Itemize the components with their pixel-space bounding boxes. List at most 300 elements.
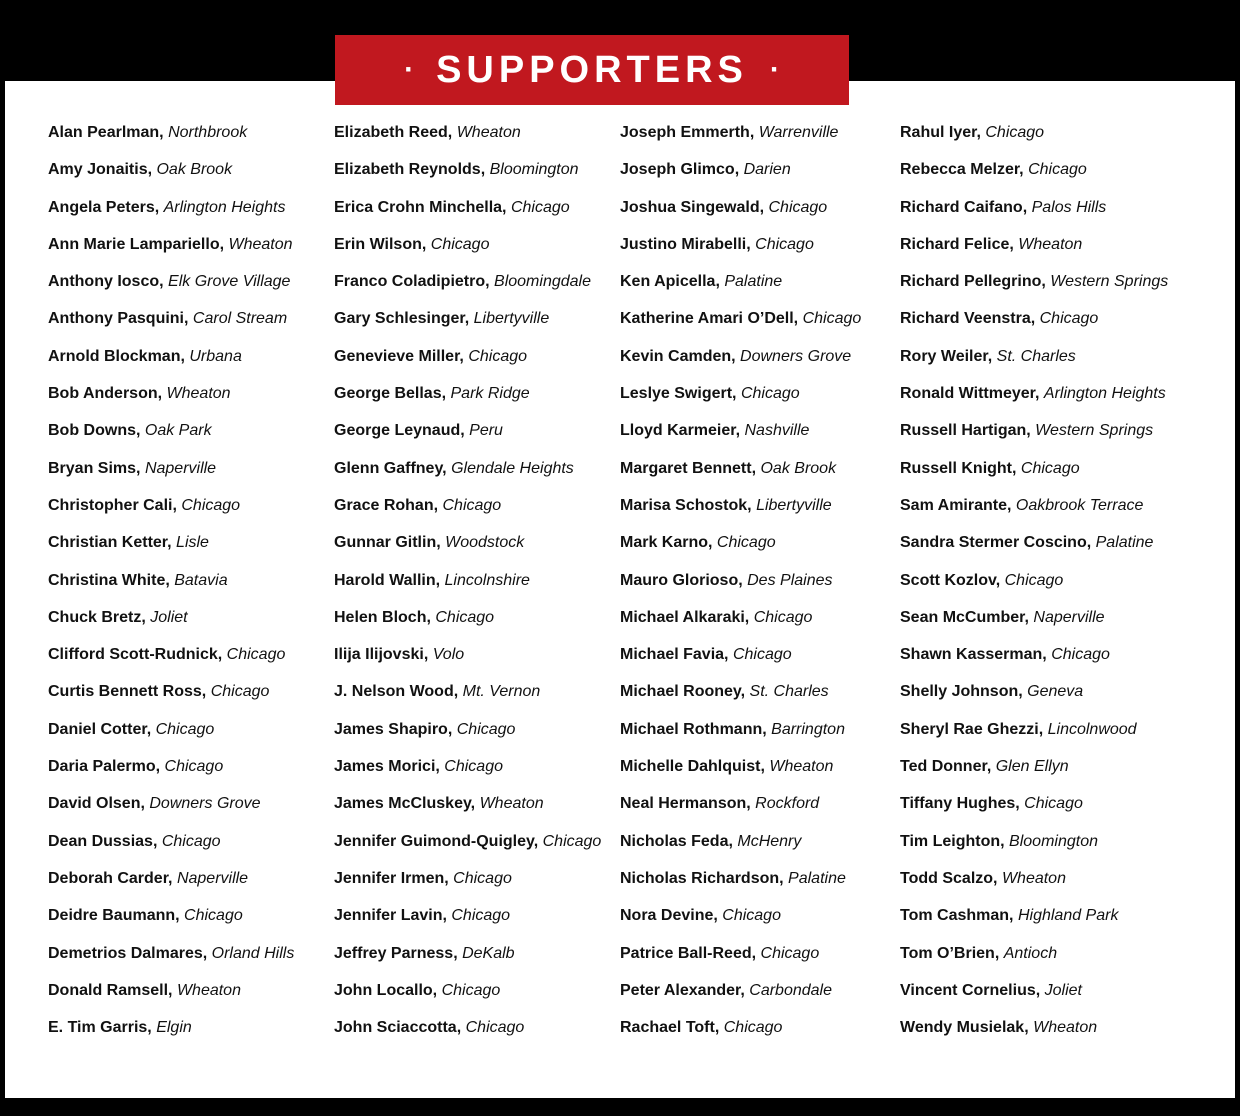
supporter-entry xyxy=(900,905,1168,942)
supporter-city: Geneva xyxy=(1027,683,1084,701)
supporter-entry xyxy=(900,458,1168,495)
supporter-entry xyxy=(620,308,861,345)
supporter-city: Chicago xyxy=(753,608,813,626)
supporter-name: Jeffrey Parness, xyxy=(334,944,458,962)
supporter-name: Wendy Musielak, xyxy=(900,1019,1029,1037)
supporter-city: Chicago xyxy=(542,832,602,850)
supporter-entry xyxy=(620,346,861,383)
supporter-name: Demetrios Dalmares, xyxy=(48,944,208,962)
supporter-entry xyxy=(620,719,861,756)
supporter-city: Oak Park xyxy=(144,422,212,440)
supporter-entry xyxy=(334,346,601,383)
supporter-city: Naperville xyxy=(1033,608,1105,626)
supporter-entry xyxy=(900,271,1168,308)
supporter-name: Arnold Blockman, xyxy=(48,347,185,365)
supporter-city: Rockford xyxy=(755,795,820,813)
supporter-city: Oak Brook xyxy=(156,161,233,179)
supporter-city: Peru xyxy=(469,422,503,440)
supporter-name: Jennifer Lavin, xyxy=(334,907,447,925)
supporter-entry xyxy=(620,570,861,607)
supporter-entry xyxy=(48,607,294,644)
supporter-entry xyxy=(620,1017,861,1054)
supporter-name: Sean McCumber, xyxy=(900,608,1029,626)
supporter-name: Erica Crohn Minchella, xyxy=(334,198,507,216)
supporter-name: Franco Coladipietro, xyxy=(334,273,490,291)
supporter-city: Chicago xyxy=(451,907,511,925)
supporter-city: Chicago xyxy=(1020,459,1080,477)
supporter-name: Kevin Camden, xyxy=(620,347,736,365)
supporter-entry xyxy=(620,234,861,271)
supporter-entry xyxy=(900,793,1168,830)
supporter-entry xyxy=(334,271,601,308)
supporter-city: Highland Park xyxy=(1017,907,1119,925)
supporter-city: Chicago xyxy=(441,981,501,999)
supporter-name: Ken Apicella, xyxy=(620,273,720,291)
supporter-city: Glendale Heights xyxy=(451,459,574,477)
supporter-name: James Shapiro, xyxy=(334,720,453,738)
supporter-name: David Olsen, xyxy=(48,795,145,813)
supporter-entry xyxy=(334,1017,601,1054)
supporter-name: Sheryl Rae Ghezzi, xyxy=(900,720,1044,738)
supporter-name: Rebecca Melzer, xyxy=(900,161,1024,179)
supporter-city: Chicago xyxy=(184,907,243,925)
supporter-city: Chicago xyxy=(1004,571,1064,589)
supporter-name: Michelle Dahlquist, xyxy=(620,758,765,776)
supporter-city: Chicago xyxy=(722,907,781,925)
supporter-name: Gunnar Gitlin, xyxy=(334,534,441,552)
supporter-entry xyxy=(900,831,1168,868)
supporter-city: McHenry xyxy=(737,832,802,850)
supporter-name: John Locallo, xyxy=(334,981,438,999)
supporter-city: Chicago xyxy=(444,758,503,776)
supporter-city: Orland Hills xyxy=(211,944,295,962)
supporter-city: Chicago xyxy=(155,720,215,738)
supporter-name: Margaret Bennett, xyxy=(620,459,757,477)
supporter-city: Chicago xyxy=(723,1019,783,1037)
supporter-entry xyxy=(900,943,1168,980)
supporters-column-3 xyxy=(620,122,861,1054)
supporter-name: Jennifer Irmen, xyxy=(334,869,449,887)
supporter-entry xyxy=(48,234,294,271)
supporter-name: Glenn Gaffney, xyxy=(334,459,447,477)
supporter-name: Ann Marie Lampariello, xyxy=(48,235,225,253)
supporters-banner xyxy=(335,35,849,105)
supporter-city: Palos Hills xyxy=(1031,198,1107,216)
supporter-city: Chicago xyxy=(430,235,490,253)
supporter-city: Downers Grove xyxy=(149,795,261,813)
supporter-city: Palatine xyxy=(724,273,783,291)
supporter-entry xyxy=(620,495,861,532)
supporter-entry xyxy=(48,1017,294,1054)
supporter-city: DeKalb xyxy=(462,944,515,962)
supporter-entry xyxy=(48,532,294,569)
supporter-entry xyxy=(48,122,294,159)
supporter-entry xyxy=(334,943,601,980)
supporter-name: Genevieve Miller, xyxy=(334,347,464,365)
supporter-city: Chicago xyxy=(456,720,516,738)
supporter-city: Chicago xyxy=(802,310,862,328)
supporter-city: Chicago xyxy=(985,124,1045,141)
supporter-city: Mt. Vernon xyxy=(462,683,541,701)
supporter-city: St. Charles xyxy=(749,683,829,701)
supporter-name: Alan Pearlman, xyxy=(48,124,164,141)
supporter-entry xyxy=(48,793,294,830)
supporter-name: Tom O’Brien, xyxy=(900,944,1000,962)
supporter-name: Dean Dussias, xyxy=(48,832,158,850)
supporter-entry xyxy=(900,122,1168,159)
supporter-name: Marisa Schostok, xyxy=(620,496,752,514)
supporter-entry xyxy=(620,271,861,308)
supporter-entry xyxy=(334,458,601,495)
supporter-name: Amy Jonaitis, xyxy=(48,161,153,179)
supporter-entry xyxy=(334,607,601,644)
supporter-name: Tiffany Hughes, xyxy=(900,795,1020,813)
supporter-entry xyxy=(900,308,1168,345)
supporter-name: Deborah Carder, xyxy=(48,869,173,887)
supporter-city: Wheaton xyxy=(1001,869,1066,887)
supporter-entry xyxy=(48,308,294,345)
supporter-city: Chicago xyxy=(468,347,528,365)
supporter-name: Leslye Swigert, xyxy=(620,385,737,403)
supporter-city: Downers Grove xyxy=(740,347,852,365)
supporter-city: Joliet xyxy=(1044,981,1082,999)
supporter-name: Tim Leighton, xyxy=(900,832,1005,850)
supporter-entry xyxy=(48,943,294,980)
supporter-name: Christian Ketter, xyxy=(48,534,172,552)
supporter-name: Joseph Emmerth, xyxy=(620,124,755,141)
supporter-entry xyxy=(900,681,1168,718)
supporter-city: Chicago xyxy=(716,534,776,552)
supporter-entry xyxy=(334,681,601,718)
supporter-name: Richard Veenstra, xyxy=(900,310,1036,328)
supporter-name: Rahul Iyer, xyxy=(900,124,981,141)
supporter-city: Arlington Heights xyxy=(163,198,286,216)
supporter-name: Todd Scalzo, xyxy=(900,869,998,887)
supporter-entry xyxy=(620,868,861,905)
supporter-name: Lloyd Karmeier, xyxy=(620,422,741,440)
supporter-city: Bloomington xyxy=(1009,832,1098,850)
supporter-entry xyxy=(900,570,1168,607)
supporter-city: Chicago xyxy=(740,385,800,403)
supporter-entry xyxy=(334,197,601,234)
supporter-city: Libertyville xyxy=(756,496,832,514)
supporter-city: Chicago xyxy=(181,496,241,514)
supporter-city: Wheaton xyxy=(456,124,521,141)
supporter-city: Darien xyxy=(743,161,791,179)
supporter-name: Elizabeth Reed, xyxy=(334,124,453,141)
supporter-city: Lisle xyxy=(176,534,209,552)
supporter-entry xyxy=(334,420,601,457)
supporter-entry xyxy=(48,159,294,196)
supporter-city: Glen Ellyn xyxy=(995,758,1069,776)
supporter-city: Naperville xyxy=(176,869,249,887)
supporter-entry xyxy=(620,793,861,830)
supporter-city: Nashville xyxy=(744,422,810,440)
supporter-entry xyxy=(48,831,294,868)
supporter-name: Curtis Bennett Ross, xyxy=(48,683,207,701)
supporter-entry xyxy=(620,159,861,196)
supporter-entry xyxy=(620,943,861,980)
supporter-city: Lincolnwood xyxy=(1047,720,1137,738)
supporter-entry xyxy=(334,570,601,607)
supporter-name: Mark Karno, xyxy=(620,534,713,552)
supporter-name: Nicholas Feda, xyxy=(620,832,733,850)
supporter-entry xyxy=(48,383,294,420)
supporter-entry xyxy=(620,532,861,569)
supporter-name: Daria Palermo, xyxy=(48,758,161,776)
supporter-entry xyxy=(334,495,601,532)
supporter-city: Carol Stream xyxy=(192,310,288,328)
supporter-name: Joseph Glimco, xyxy=(620,161,740,179)
supporter-name: Jennifer Guimond-Quigley, xyxy=(334,832,539,850)
supporter-city: Chicago xyxy=(442,496,502,514)
supporter-name: Bryan Sims, xyxy=(48,459,141,477)
supporter-name: Erin Wilson, xyxy=(334,235,427,253)
supporter-name: Clifford Scott-Rudnick, xyxy=(48,646,223,664)
supporter-name: George Bellas, xyxy=(334,385,447,403)
supporter-entry xyxy=(48,570,294,607)
supporter-name: Russell Hartigan, xyxy=(900,422,1031,440)
supporter-city: Batavia xyxy=(174,571,228,589)
supporter-entry xyxy=(620,980,861,1017)
supporter-name: Russell Knight, xyxy=(900,459,1017,477)
supporter-city: Western Springs xyxy=(1050,273,1169,291)
supporters-column-2 xyxy=(334,122,601,1054)
supporter-city: Palatine xyxy=(788,869,846,887)
supporter-name: Michael Rothmann, xyxy=(620,720,767,738)
supporter-city: Urbana xyxy=(189,347,242,365)
supporter-name: Christina White, xyxy=(48,571,170,589)
supporter-city: Elgin xyxy=(156,1019,192,1037)
supporter-entry xyxy=(620,644,861,681)
supporter-entry xyxy=(48,420,294,457)
supporter-city: Chicago xyxy=(453,869,512,887)
supporter-city: Chicago xyxy=(210,683,270,701)
supporter-name: Bob Anderson, xyxy=(48,385,163,403)
supporter-name: Sandra Stermer Coscino, xyxy=(900,534,1092,552)
supporter-name: Deidre Baumann, xyxy=(48,907,180,925)
supporter-entry xyxy=(900,197,1168,234)
supporter-name: Vincent Cornelius, xyxy=(900,981,1041,999)
supporter-name: Ted Donner, xyxy=(900,758,992,776)
supporter-name: Rachael Toft, xyxy=(620,1019,720,1037)
supporter-city: Chicago xyxy=(161,832,221,850)
supporter-name: Michael Rooney, xyxy=(620,683,746,701)
supporter-entry xyxy=(48,681,294,718)
supporter-city: Wheaton xyxy=(1018,235,1083,253)
supporter-name: Shelly Johnson, xyxy=(900,683,1023,701)
supporter-entry xyxy=(900,420,1168,457)
supporter-entry xyxy=(620,905,861,942)
supporter-city: Chicago xyxy=(435,608,495,626)
supporter-entry xyxy=(48,868,294,905)
supporters-column-4 xyxy=(900,122,1168,1054)
supporter-entry xyxy=(620,197,861,234)
supporter-city: Carbondale xyxy=(749,981,832,999)
supporter-entry xyxy=(900,868,1168,905)
supporter-name: Donald Ramsell, xyxy=(48,981,173,999)
supporter-city: Woodstock xyxy=(445,534,525,552)
supporter-entry xyxy=(334,905,601,942)
supporter-name: James Morici, xyxy=(334,758,440,776)
supporter-entry xyxy=(620,607,861,644)
supporter-city: Elk Grove Village xyxy=(168,273,291,291)
supporter-name: Nicholas Richardson, xyxy=(620,869,784,887)
supporter-city: Chicago xyxy=(732,646,792,664)
supporter-name: George Leynaud, xyxy=(334,422,465,440)
supporter-name: James McCluskey, xyxy=(334,795,476,813)
supporter-city: Bloomington xyxy=(489,161,579,179)
supporter-entry xyxy=(334,532,601,569)
supporter-name: Harold Wallin, xyxy=(334,571,441,589)
supporter-name: Helen Bloch, xyxy=(334,608,431,626)
supporter-entry xyxy=(334,980,601,1017)
supporter-name: Richard Pellegrino, xyxy=(900,273,1046,291)
supporter-entry xyxy=(48,346,294,383)
supporter-city: Oakbrook Terrace xyxy=(1015,496,1144,514)
supporter-city: Libertyville xyxy=(473,310,550,328)
supporter-city: Park Ridge xyxy=(450,385,530,403)
supporter-name: Richard Caifano, xyxy=(900,198,1028,216)
supporter-entry xyxy=(900,980,1168,1017)
supporter-name: Katherine Amari O’Dell, xyxy=(620,310,799,328)
supporter-entry xyxy=(48,458,294,495)
supporter-name: Rory Weiler, xyxy=(900,347,993,365)
supporter-name: Michael Favia, xyxy=(620,646,729,664)
supporter-name: Gary Schlesinger, xyxy=(334,310,470,328)
supporter-entry xyxy=(900,346,1168,383)
supporter-city: Joliet xyxy=(150,608,188,626)
supporter-city: Arlington Heights xyxy=(1043,385,1166,403)
supporter-entry xyxy=(620,681,861,718)
supporter-city: Warrenville xyxy=(758,124,839,141)
supporter-name: Anthony Iosco, xyxy=(48,273,164,291)
supporter-name: Ilija Ilijovski, xyxy=(334,646,429,664)
supporter-entry xyxy=(334,159,601,196)
supporter-entry xyxy=(48,756,294,793)
supporter-name: Anthony Pasquini, xyxy=(48,310,189,328)
supporter-entry xyxy=(334,644,601,681)
supporter-city: Wheaton xyxy=(1033,1019,1098,1037)
supporter-name: Patrice Ball-Reed, xyxy=(620,944,757,962)
supporter-entry xyxy=(48,271,294,308)
supporter-city: Chicago xyxy=(768,198,828,216)
supporter-name: Scott Kozlov, xyxy=(900,571,1001,589)
supporter-city: Oak Brook xyxy=(760,459,837,477)
supporter-name: Christopher Cali, xyxy=(48,496,177,514)
supporter-city: Palatine xyxy=(1095,534,1154,552)
supporter-name: Mauro Glorioso, xyxy=(620,571,743,589)
supporter-name: Michael Alkaraki, xyxy=(620,608,750,626)
supporter-entry xyxy=(620,383,861,420)
supporter-name: Bob Downs, xyxy=(48,422,141,440)
supporter-entry xyxy=(334,719,601,756)
supporter-city: Barrington xyxy=(771,720,845,738)
supporter-name: Grace Rohan, xyxy=(334,496,439,514)
supporters-column-1 xyxy=(48,122,294,1054)
supporter-city: Chicago xyxy=(465,1019,525,1037)
supporter-city: Des Plaines xyxy=(747,571,833,589)
supporter-entry xyxy=(48,644,294,681)
supporter-name: John Sciaccotta, xyxy=(334,1019,462,1037)
supporter-name: Shawn Kasserman, xyxy=(900,646,1047,664)
supporter-entry xyxy=(900,532,1168,569)
supporter-name: J. Nelson Wood, xyxy=(334,683,459,701)
supporter-entry xyxy=(620,458,861,495)
supporter-name: Angela Peters, xyxy=(48,198,160,216)
supporter-city: Chicago xyxy=(164,758,224,776)
supporter-name: Joshua Singewald, xyxy=(620,198,765,216)
supporter-entry xyxy=(900,644,1168,681)
supporter-entry xyxy=(900,607,1168,644)
supporter-entry xyxy=(48,980,294,1017)
supporter-city: Wheaton xyxy=(228,235,293,253)
supporter-entry xyxy=(334,831,601,868)
supporter-entry xyxy=(620,756,861,793)
supporter-city: Chicago xyxy=(1051,646,1110,664)
supporter-name: Ronald Wittmeyer, xyxy=(900,385,1040,403)
supporter-city: Wheaton xyxy=(166,385,231,403)
supporter-name: Nora Devine, xyxy=(620,907,718,925)
supporter-entry xyxy=(900,1017,1168,1054)
supporter-city: Volo xyxy=(432,646,465,664)
supporter-name: Justino Mirabelli, xyxy=(620,235,751,253)
supporter-city: Chicago xyxy=(510,198,570,216)
supporter-name: Neal Hermanson, xyxy=(620,795,751,813)
supporter-entry xyxy=(334,383,601,420)
supporter-entry xyxy=(620,420,861,457)
supporter-name: E. Tim Garris, xyxy=(48,1019,152,1037)
supporter-name: Tom Cashman, xyxy=(900,907,1014,925)
supporter-city: Wheaton xyxy=(479,795,544,813)
supporter-city: Chicago xyxy=(1028,161,1087,179)
supporter-entry xyxy=(48,719,294,756)
supporter-entry xyxy=(48,495,294,532)
supporter-city: Chicago xyxy=(226,646,286,664)
supporter-name: Chuck Bretz, xyxy=(48,608,146,626)
supporter-entry xyxy=(334,308,601,345)
bullet-left: · xyxy=(404,53,415,86)
bullet-right: · xyxy=(769,53,780,86)
supporter-name: Sam Amirante, xyxy=(900,496,1012,514)
supporter-entry xyxy=(620,831,861,868)
supporter-entry xyxy=(900,495,1168,532)
supporter-city: Bloomingdale xyxy=(494,273,591,291)
supporter-entry xyxy=(620,122,861,159)
supporter-entry xyxy=(900,159,1168,196)
supporter-city: Naperville xyxy=(144,459,217,477)
supporter-entry xyxy=(48,197,294,234)
supporter-entry xyxy=(334,756,601,793)
supporter-city: Chicago xyxy=(1039,310,1099,328)
supporter-city: Chicago xyxy=(755,235,814,253)
supporter-city: Wheaton xyxy=(176,981,241,999)
supporter-city: Chicago xyxy=(1024,795,1083,813)
supporter-city: Western Springs xyxy=(1035,422,1154,440)
supporter-name: Peter Alexander, xyxy=(620,981,745,999)
supporter-name: Elizabeth Reynolds, xyxy=(334,161,486,179)
supporter-entry xyxy=(334,122,601,159)
supporter-entry xyxy=(334,234,601,271)
supporter-entry xyxy=(900,719,1168,756)
supporter-entry xyxy=(48,905,294,942)
supporter-name: Richard Felice, xyxy=(900,235,1014,253)
supporter-entry xyxy=(900,383,1168,420)
supporter-city: Wheaton xyxy=(769,758,834,776)
supporter-entry xyxy=(900,234,1168,271)
supporter-entry xyxy=(900,756,1168,793)
banner-title: SUPPORTERS xyxy=(436,48,748,91)
